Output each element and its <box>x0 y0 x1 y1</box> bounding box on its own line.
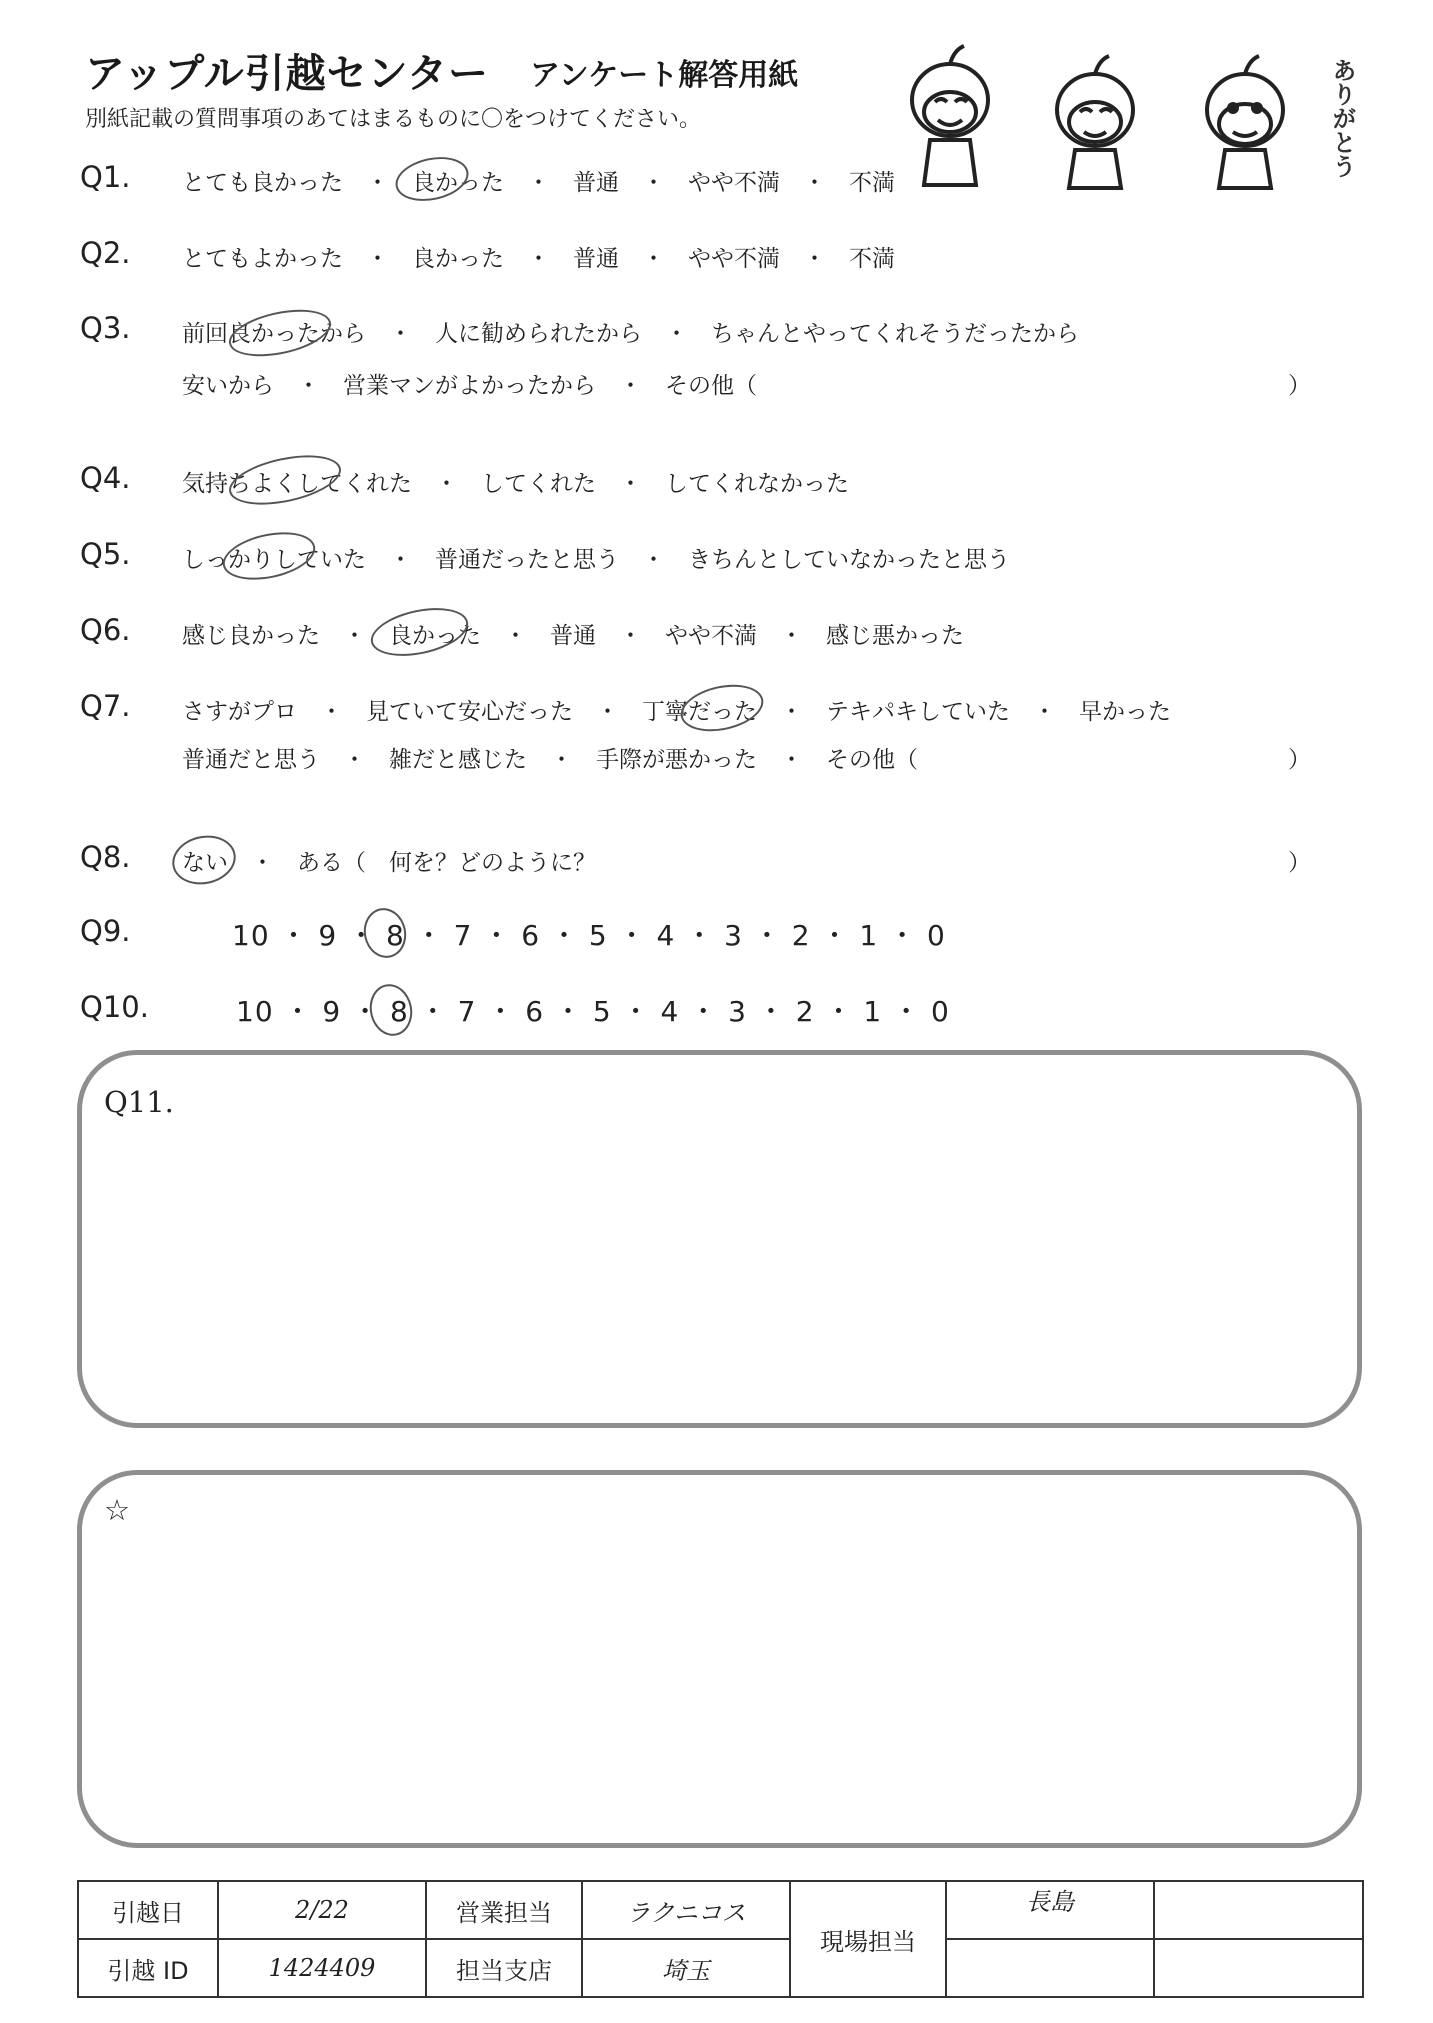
q7-label: Q7. <box>80 689 131 723</box>
q6-options[interactable]: 感じ良かった ・ 良かった ・ 普通 ・ やや不満 ・ 感じ悪かった <box>182 623 964 649</box>
q9-scale[interactable]: 10 ・ 9 ・ 8 ・ 7 ・ 6 ・ 5 ・ 4 ・ 3 ・ 2 ・ 1 ・ 0 <box>232 919 946 952</box>
q7-options-line1[interactable]: さすがプロ ・ 見ていて安心だった ・ 丁寧だった ・ テキパキしていた ・ 早かった <box>182 699 1171 725</box>
q1-selection-circle <box>391 151 472 207</box>
blank-cell <box>946 1939 1154 1997</box>
thanks-text: ありがとう <box>1328 58 1356 178</box>
q8-paren-close: ） <box>1288 850 1311 876</box>
star-icon: ☆ <box>104 1493 130 1527</box>
sales-rep-value[interactable]: ラクニコス <box>582 1881 790 1939</box>
branch-value[interactable]: 埼玉 <box>582 1939 790 1997</box>
q8-selection-circle <box>168 830 241 890</box>
q6-selection-circle <box>367 600 473 664</box>
q7-options-line2[interactable]: 普通だと思う ・ 雑だと感じた ・ 手際が悪かった ・ その他（ <box>182 747 918 773</box>
monkey-mascots-illustration <box>890 40 1340 200</box>
q10-label: Q10. <box>80 990 149 1024</box>
q11-box-label: Q11. <box>104 1085 174 1119</box>
q2-label: Q2. <box>80 236 131 270</box>
form-title: アンケート解答用紙 <box>530 58 799 93</box>
q9-label: Q9. <box>80 914 131 948</box>
company-name: アップル引越センター <box>85 51 489 97</box>
q3-label: Q3. <box>80 311 131 345</box>
q4-options[interactable]: 気持ちよくしてくれた ・ してくれた ・ してくれなかった <box>182 471 849 497</box>
q11-answer-box[interactable] <box>77 1050 1362 1428</box>
q8-options[interactable]: ない ・ ある（ 何を？どのように？ <box>182 850 596 876</box>
q3-paren-close: ） <box>1288 373 1311 399</box>
q1-label: Q1. <box>80 160 131 194</box>
moving-id-value[interactable]: 1424409 <box>218 1939 426 1997</box>
moving-date-value[interactable]: 2/22 <box>218 1881 426 1939</box>
footer-info-table <box>77 1880 1364 1998</box>
comment-answer-box[interactable] <box>77 1470 1362 1848</box>
q8-label: Q8. <box>80 840 131 874</box>
q1-options[interactable]: とても良かった ・ 良かった ・ 普通 ・ やや不満 ・ 不満 <box>182 170 895 196</box>
site-rep-label: 現場担当 <box>790 1881 946 1997</box>
site-rep-value[interactable]: 長島 <box>946 1881 1154 1939</box>
q3-selection-circle <box>225 302 335 365</box>
blank-cell <box>1154 1939 1363 1997</box>
q5-label: Q5. <box>80 537 131 571</box>
q10-scale[interactable]: 10 ・ 9 ・ 8 ・ 7 ・ 6 ・ 5 ・ 4 ・ 3 ・ 2 ・ 1 ・ 0 <box>236 995 950 1028</box>
q3-options-line1[interactable]: 前回良かったから ・ 人に勧められたから ・ ちゃんとやってくれそうだったから <box>182 321 1079 347</box>
branch-label: 担当支店 <box>426 1939 582 1997</box>
monkey-icon <box>912 46 988 185</box>
q7-paren-close: ） <box>1288 747 1311 773</box>
q4-label: Q4. <box>80 461 131 495</box>
q3-options-line2[interactable]: 安いから ・ 営業マンがよかったから ・ その他（ <box>182 373 757 399</box>
monkey-icon <box>1057 56 1133 188</box>
sales-rep-label: 営業担当 <box>426 1881 582 1939</box>
q5-options[interactable]: しっかりしていた ・ 普通だったと思う ・ きちんとしていなかったと思う <box>182 547 1010 573</box>
moving-date-label: 引越日 <box>78 1881 218 1939</box>
q7-selection-circle <box>676 678 767 739</box>
instruction-text: 別紙記載の質問事項のあてはまるものに〇をつけてください。 <box>85 107 702 132</box>
q4-selection-circle <box>225 447 346 514</box>
q5-selection-circle <box>218 525 319 588</box>
moving-id-label: 引越 ID <box>78 1939 218 1997</box>
q2-options[interactable]: とてもよかった ・ 良かった ・ 普通 ・ やや不満 ・ 不満 <box>182 246 895 272</box>
q6-label: Q6. <box>80 613 131 647</box>
monkey-icon <box>1207 56 1283 188</box>
blank-cell <box>1154 1881 1363 1939</box>
